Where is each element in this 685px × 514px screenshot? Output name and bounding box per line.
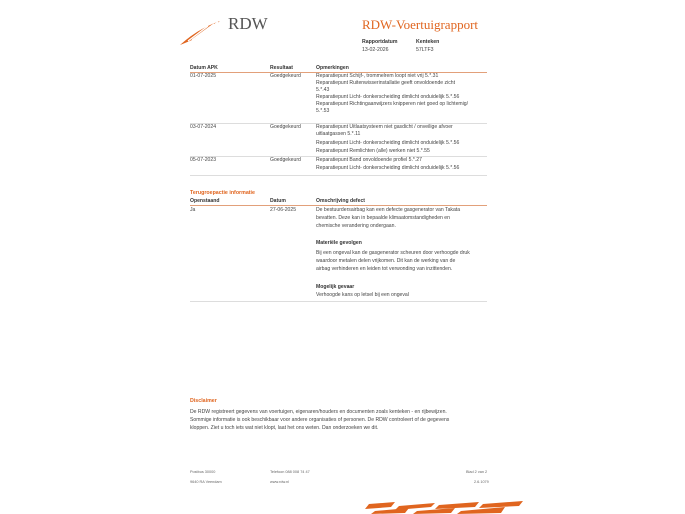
disclaimer-line: Sommige informatie is ook beschikbaar voor andere organisaties of personen. De RDW controleert of de gegevens [190, 417, 450, 423]
apk-date: 03-07-2024 [190, 124, 217, 130]
report-date-label: Rapportdatum [362, 39, 398, 45]
disclaimer-line: kloppen. Ziet u toch iets wat niet klopt, laat het ons weten. Dan onderzoeken we dit. [190, 425, 379, 431]
apk-remark: Reparatiepunt Remlichten (alle) werken niet 5.*.55 [316, 148, 430, 154]
materials-line: airbag verhinderen en leiden tot verwonding van inzittenden. [316, 266, 453, 272]
apk-remark: Reparatiepunt Uitlaatsysteem niet gasdicht / onveilige afvoer [316, 124, 453, 130]
apk-remark: Reparatiepunt Schijf-, trommelrem loopt niet vrij 5.*.31 [316, 73, 439, 79]
apk-remark: uitlaatgassen 5.*.11 [316, 131, 361, 137]
row-divider [190, 301, 487, 302]
footer-code: 2.6.1079 [474, 480, 489, 484]
footer-phone: Telefoon 088 008 74 47 [270, 470, 310, 474]
apk-remark: 5.*.43 [316, 87, 330, 93]
recall-col-status: Openstaand [190, 198, 220, 204]
apk-remark: Reparatiepunt Richtingaanwijzers knipperen niet goed op lichtemig/ [316, 101, 469, 107]
recall-date: 27-06-2025 [270, 207, 297, 213]
recall-col-date: Datum [270, 198, 286, 204]
plate-value: 57LTF3 [416, 47, 434, 53]
apk-result: Goedgekeurd [270, 124, 301, 130]
report-date-value: 13-02-2026 [362, 47, 389, 53]
recall-defect-line: De bestuurdersairbag kan een defecte gasgenerator van Takata [316, 207, 461, 213]
apk-col-remarks: Opmerkingen [316, 65, 349, 71]
recall-header-rule [190, 205, 487, 206]
disclaimer-title: Disclaimer [190, 398, 217, 404]
disclaimer-line: De RDW registreert gegevens van voertuigen, eigenaren/houders en documenten zoals kenteken - en rijbewijzen. [190, 409, 447, 415]
recall-defect-line: chemische verandering ondergaan. [316, 223, 396, 229]
footer-address-2: 9640 RA Veendam [190, 480, 222, 484]
apk-result: Goedgekeurd [270, 157, 301, 163]
apk-col-result: Resultaat [270, 65, 293, 71]
apk-remark: Reparatiepunt Licht- donkerscheiding dimlicht onduidelijk 5.*.56 [316, 94, 460, 100]
apk-date: 05-07-2023 [190, 157, 217, 163]
document-title: RDW-Voertuigrapport [362, 17, 479, 32]
footer-address-1: Postbus 30000 [190, 470, 216, 474]
materials-line: waardoor metalen delen vrijkomen. Dit kan de werking van de [316, 258, 456, 264]
apk-remark: 5.*.53 [316, 108, 330, 114]
footer-page-number: Blad 2 van 2 [466, 470, 488, 474]
recall-defect-line: bevatten. Deze kan in bepaalde klimaatomstandigheden en [316, 215, 450, 221]
materials-title: Materiële gevolgen [316, 240, 362, 246]
rdw-logo-icon [178, 18, 222, 46]
brand-name: RDW [228, 14, 268, 33]
materials-line: Bij een ongeval kan de gasgenerator scheuren door verhoogde druk [316, 250, 470, 256]
decorative-stripes-icon [355, 498, 525, 514]
danger-title: Mogelijk gevaar [316, 284, 355, 290]
plate-label: Kenteken [416, 39, 440, 45]
danger-line: Verhoogde kans op letsel bij een ongeval [316, 292, 409, 298]
apk-remark: Reparatiepunt Licht- donkerscheiding dimlicht onduidelijk 5.*.56 [316, 140, 460, 146]
apk-remark: Reparatiepunt Band onvoldoende profiel 5.*.27 [316, 157, 422, 163]
apk-remark: Reparatiepunt Licht- donkerscheiding dimlicht onduidelijk 5.*.56 [316, 165, 460, 171]
recall-status: Ja [190, 207, 196, 213]
apk-col-date: Datum APK [190, 65, 218, 71]
apk-remark: Reparatiepunt Ruitenwisserinstallatie geeft onvoldoende zicht [316, 80, 456, 86]
apk-date: 01-07-2025 [190, 73, 217, 79]
footer-website[interactable]: www.rdw.nl [270, 480, 289, 484]
apk-result: Goedgekeurd [270, 73, 301, 79]
recall-section-title: Terugroepactie informatie [190, 190, 255, 196]
recall-col-description: Omschrijving defect [316, 198, 365, 204]
row-divider [190, 175, 487, 176]
